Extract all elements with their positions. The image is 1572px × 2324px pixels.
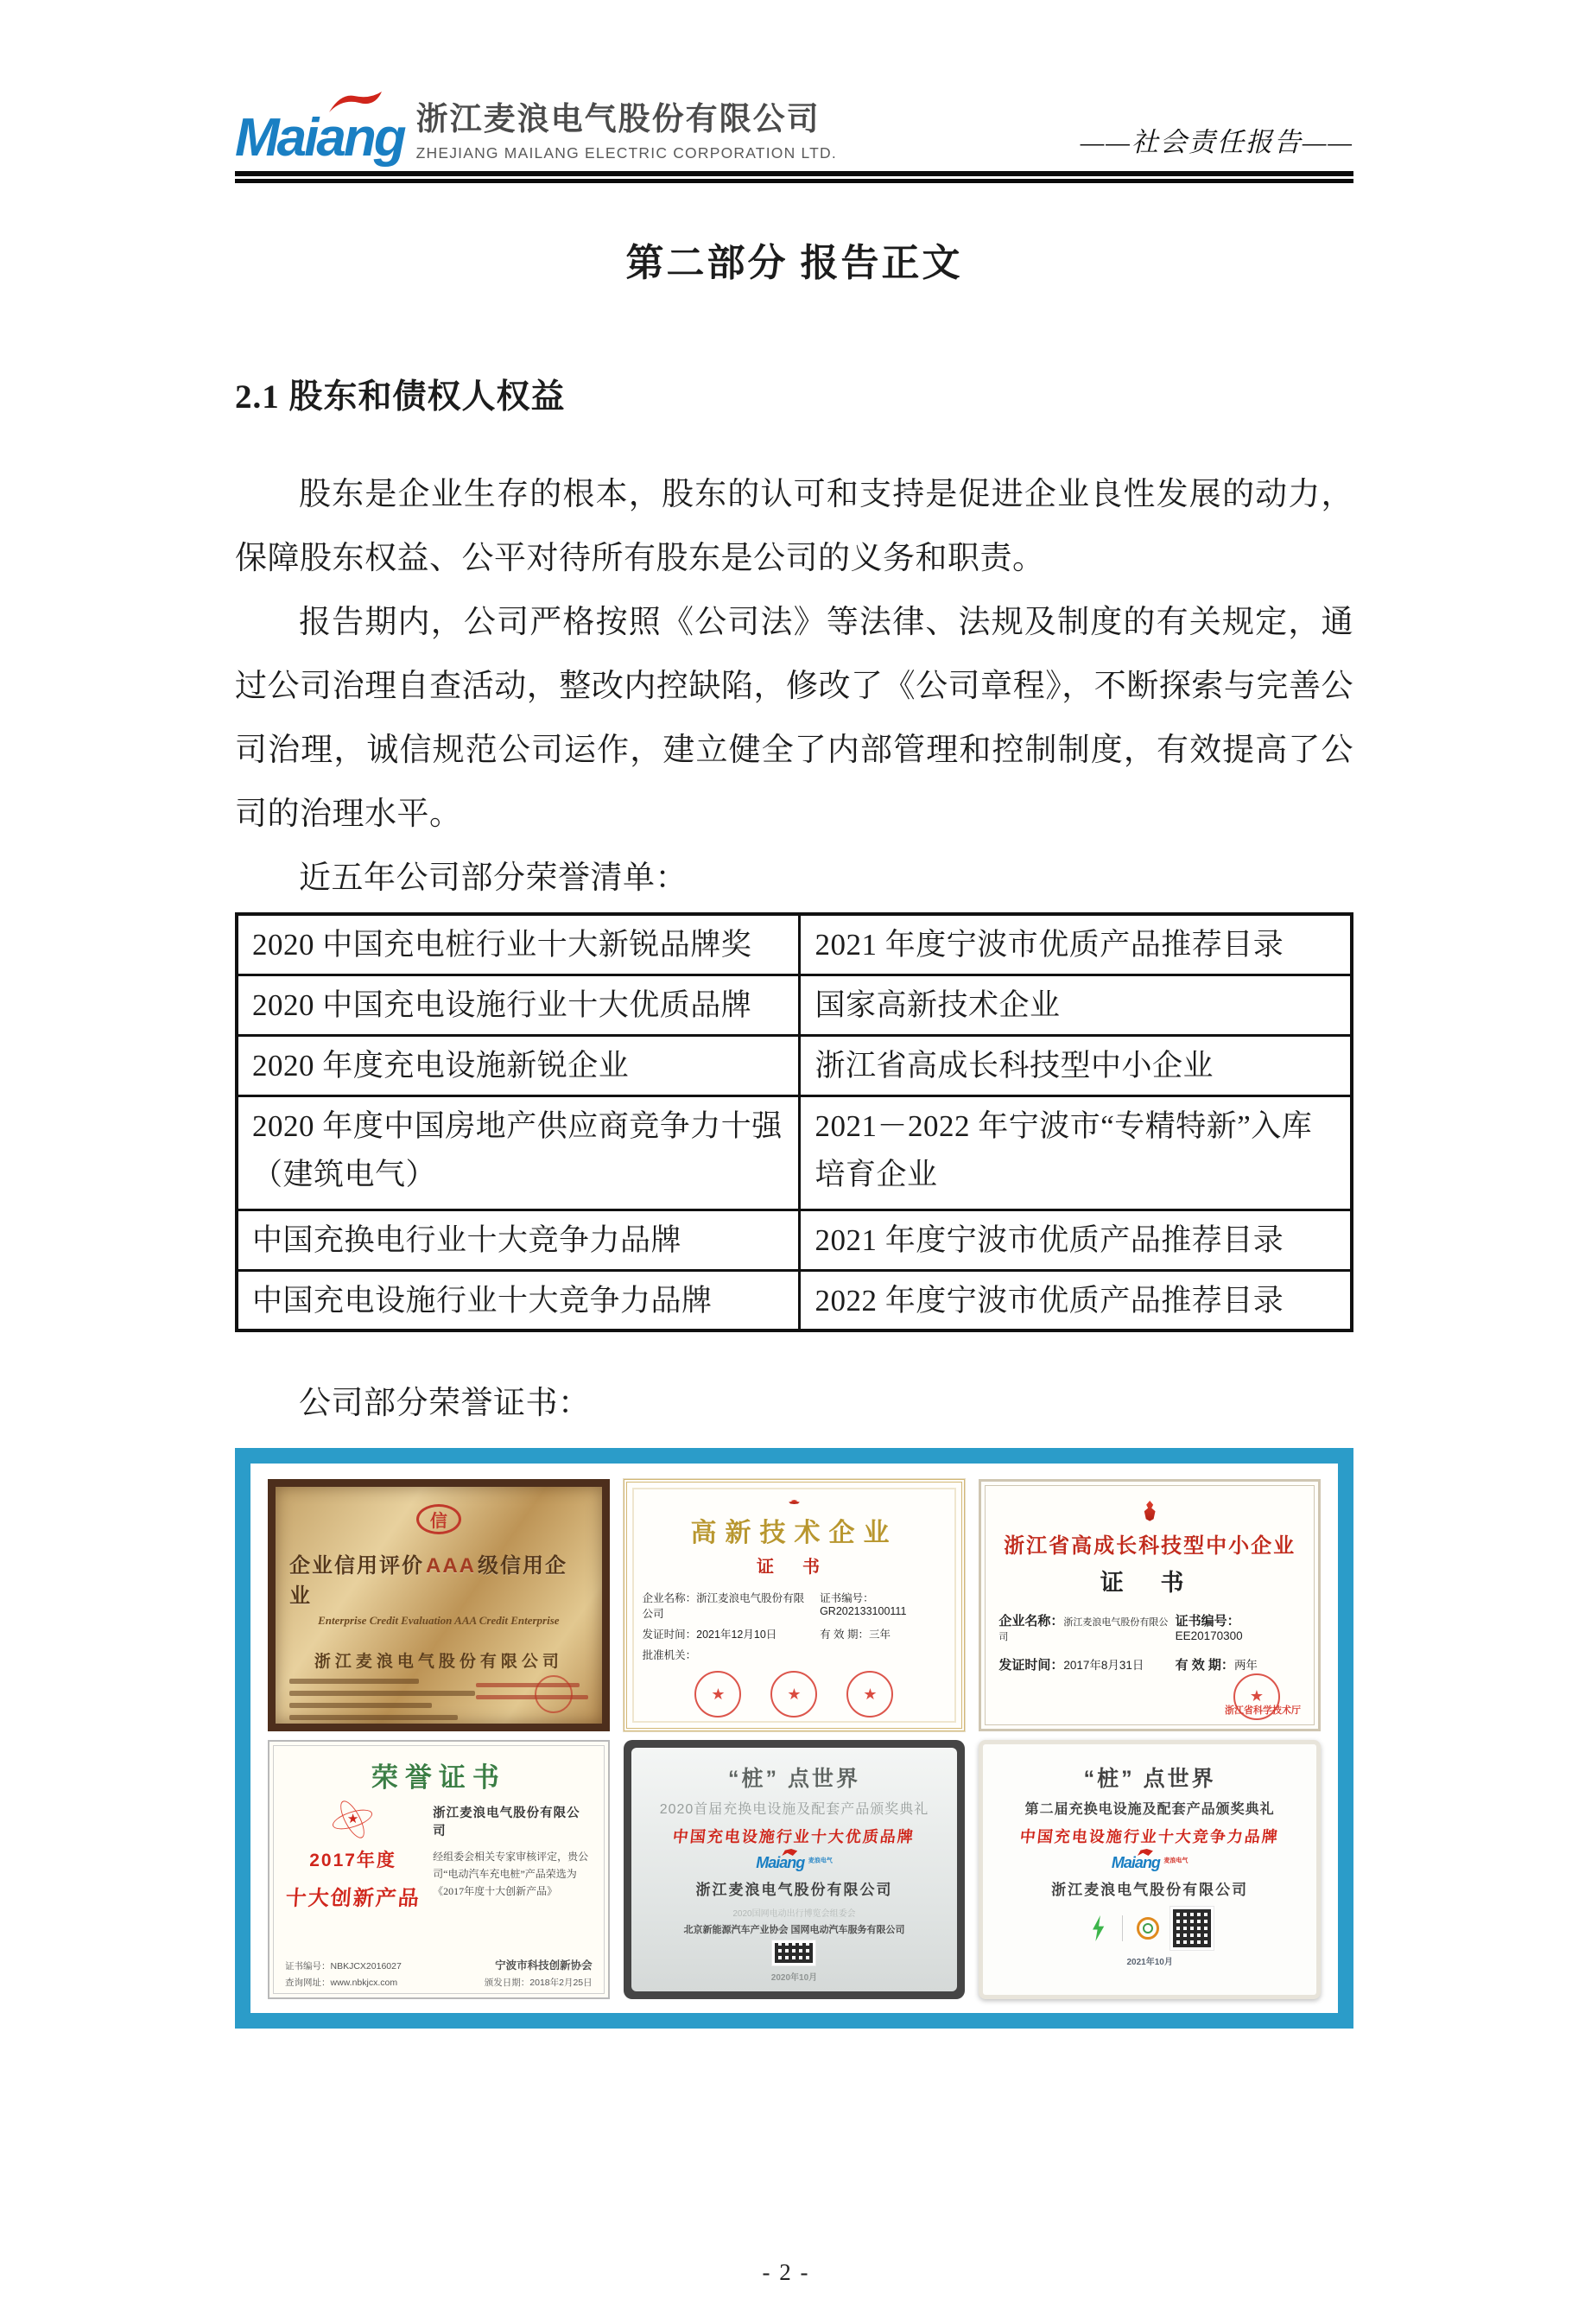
cert-title: “桩” 点世界 xyxy=(1083,1767,1216,1791)
report-type-label: ——社会责任报告—— xyxy=(1080,127,1353,157)
paragraph: 股东是企业生存的根本，股东的认可和支持是促进企业良性发展的动力，保障股东权益、公平对待所有股东是公司的义务和职责。 xyxy=(235,477,1353,576)
award-year: 2017年度 xyxy=(309,1851,396,1870)
page-number: - 2 - xyxy=(762,2259,810,2285)
section-body xyxy=(235,463,1353,911)
cert-subtitle-en: Enterprise Credit Evaluation AAA Credit Enterprise xyxy=(318,1614,560,1627)
certificate-hightech xyxy=(624,1479,966,1731)
table-row xyxy=(237,1035,1352,1095)
cert-field: 证书编号：GR202133100111 xyxy=(820,1592,907,1617)
red-stamp-icon: ★ xyxy=(770,1671,817,1718)
cert-field: 证书编号：EE20170300 xyxy=(1175,1613,1243,1642)
qr-code-icon xyxy=(1173,1909,1211,1947)
certificate-zhejiang-sme xyxy=(979,1479,1321,1731)
red-stamp-icon: ★ xyxy=(846,1671,893,1718)
honor-cell: 国家高新技术企业 xyxy=(800,975,1352,1035)
cert-company: 浙江麦浪电气股份有限公司 xyxy=(1051,1882,1249,1898)
lightning-logo-icon xyxy=(1089,1915,1108,1941)
partner-logo-icon xyxy=(1137,1917,1159,1940)
cert-subtitle: 证 书 xyxy=(1100,1569,1200,1596)
table-row xyxy=(237,1210,1352,1270)
header-rule xyxy=(235,171,1353,183)
cert-event: 2020首届充换电设施及配套产品颁奖典礼 xyxy=(659,1802,929,1817)
honor-cell: 2020 中国充电桩行业十大新锐品牌奖 xyxy=(237,914,800,975)
flame-emblem-icon xyxy=(1141,1501,1158,1521)
section-heading: 2.1 股东和债权人权益 xyxy=(235,378,566,416)
cert-organizer-light: 2020国网电动出行博览会组委会 xyxy=(732,1909,856,1919)
award-name: 中国充电设施行业十大竞争力品牌 xyxy=(1019,1828,1281,1845)
cert-title: 高新技术企业 xyxy=(690,1519,898,1547)
cert-issuer: 宁波市科技创新协会 xyxy=(495,1959,593,1972)
cert-number: 证书编号：NBKJCX2016027 xyxy=(285,1961,402,1972)
cert-field: 有 效 期：三年 xyxy=(820,1629,891,1641)
honor-cell: 中国充换电行业十大竞争力品牌 xyxy=(237,1210,800,1270)
honor-cell: 2022 年度宁波市优质产品推荐目录 xyxy=(800,1270,1352,1330)
credit-seal-icon: 信 xyxy=(416,1504,461,1534)
certificate-zhuang-2021 xyxy=(979,1740,1321,1999)
cert-date: 2020年10月 xyxy=(770,1973,818,1983)
company-logo xyxy=(235,90,837,168)
certificates-lead: 公司部分荣誉证书： xyxy=(299,1386,591,1421)
honor-cell: 2020 年度中国房地产供应商竞争力十强（建筑电气） xyxy=(237,1095,800,1210)
certificate-aaa-credit xyxy=(268,1479,610,1731)
paragraph: 报告期内，公司严格按照《公司法》等法律、法规及制度的有关规定，通过公司治理自查活动，整改内控缺陷，修改了《公司章程》，不断探索与完善公司治理，诚信规范公司运作，建立健全了内部管理和控制制度，有效提高了公司的治理水平。 xyxy=(235,605,1353,832)
cert-subtitle: 证 书 xyxy=(756,1558,832,1577)
cert-field: 企业名称：浙江麦浪电气股份有限公司 xyxy=(998,1613,1169,1642)
table-row xyxy=(237,914,1352,975)
cert-date: 2021年10月 xyxy=(1126,1958,1173,1967)
document-title: 第二部分 报告正文 xyxy=(625,242,963,284)
cert-title: 荣誉证书 xyxy=(371,1762,506,1793)
cert-event: 第二届充换电设施及配套产品颁奖典礼 xyxy=(1024,1802,1275,1817)
table-row xyxy=(237,1270,1352,1330)
cert-date: 颁发日期：2018年2月25日 xyxy=(484,1978,593,1988)
atom-emblem-icon: ★ xyxy=(329,1803,377,1838)
table-row xyxy=(237,975,1352,1035)
honor-cell: 中国充电设施行业十大竞争力品牌 xyxy=(237,1270,800,1330)
table-row xyxy=(237,1095,1352,1210)
cert-company: 浙江麦浪电气股份有限公司 xyxy=(433,1806,580,1838)
certificates-image-frame xyxy=(235,1448,1353,2029)
certificate-innovation-2017 xyxy=(268,1740,610,1999)
cert-company: 浙江麦浪电气股份有限公司 xyxy=(314,1653,563,1671)
red-stamp-icon: ★ xyxy=(694,1671,741,1718)
company-name-cn: 浙江麦浪电气股份有限公司 xyxy=(415,101,821,137)
cert-title: “桩” 点世界 xyxy=(728,1767,860,1791)
certificate-zhuang-2020 xyxy=(624,1740,966,1999)
cert-company: 浙江麦浪电气股份有限公司 xyxy=(695,1882,893,1898)
cert-title: 企业信用评价AAA级信用企业 xyxy=(289,1554,567,1608)
cert-field: 有 效 期：两年 xyxy=(1175,1657,1258,1673)
award-name: 十大创新产品 xyxy=(284,1888,422,1910)
honor-cell: 2021 年度宁波市优质产品推荐目录 xyxy=(800,914,1352,975)
cert-body-text: 经组委会相关专家审核评定，贵公司“电动汽车充电桩”产品荣选为《2017年度十大创新产品》 xyxy=(433,1851,589,1897)
award-name: 中国充电设施行业十大优质品牌 xyxy=(672,1828,916,1845)
honor-cell: 2020 中国充电设施行业十大优质品牌 xyxy=(237,975,800,1035)
honor-cell: 浙江省高成长科技型中小企业 xyxy=(800,1035,1352,1095)
cert-field: 发证时间：2017年8月31日 xyxy=(998,1657,1144,1673)
company-name-en: ZHEJIANG MAILANG ELECTRIC CORPORATION LTD. xyxy=(415,144,837,162)
cert-field: 批准机关： xyxy=(642,1649,697,1661)
issuer-stamp-icon xyxy=(476,1675,588,1720)
honor-cell: 2020 年度充电设施新锐企业 xyxy=(237,1035,800,1095)
illegible-meta-lines xyxy=(289,1672,475,1720)
honor-table xyxy=(235,912,1353,1332)
honor-cell: 2021－2022 年宁波市“专精特新”入库培育企业 xyxy=(800,1095,1352,1210)
qr-code-icon xyxy=(775,1943,813,1963)
logo-flag-icon xyxy=(328,90,385,116)
cert-field: 发证时间：2021年12月10日 xyxy=(642,1629,777,1641)
honor-list-lead: 近五年公司部分荣誉清单： xyxy=(299,860,688,896)
cert-title: 浙江省高成长科技型中小企业 xyxy=(1004,1534,1296,1558)
cert-url: 查询网址：www.nbkjcx.com xyxy=(285,1978,398,1988)
maiang-logo: Maiang $^{麦浪电气}$ xyxy=(756,1854,832,1872)
page-header xyxy=(235,90,1353,183)
divider xyxy=(1122,1915,1123,1941)
flame-emblem-icon xyxy=(785,1500,802,1504)
maiang-logo: Maiang $^{麦浪电气}$ xyxy=(1112,1854,1188,1872)
honor-cell: 2021 年度宁波市优质产品推荐目录 xyxy=(800,1210,1352,1270)
cert-organizer: 北京新能源汽车产业协会 国网电动汽车服务有限公司 xyxy=(683,1925,905,1935)
stamp-label: 浙江省科学技术厅 xyxy=(1224,1705,1301,1716)
red-stamp-icon: ★ xyxy=(1233,1673,1280,1720)
logo-wordmark: Maiang xyxy=(235,108,404,168)
cert-field: 企业名称：浙江麦浪电气股份有限公司 xyxy=(642,1592,805,1620)
